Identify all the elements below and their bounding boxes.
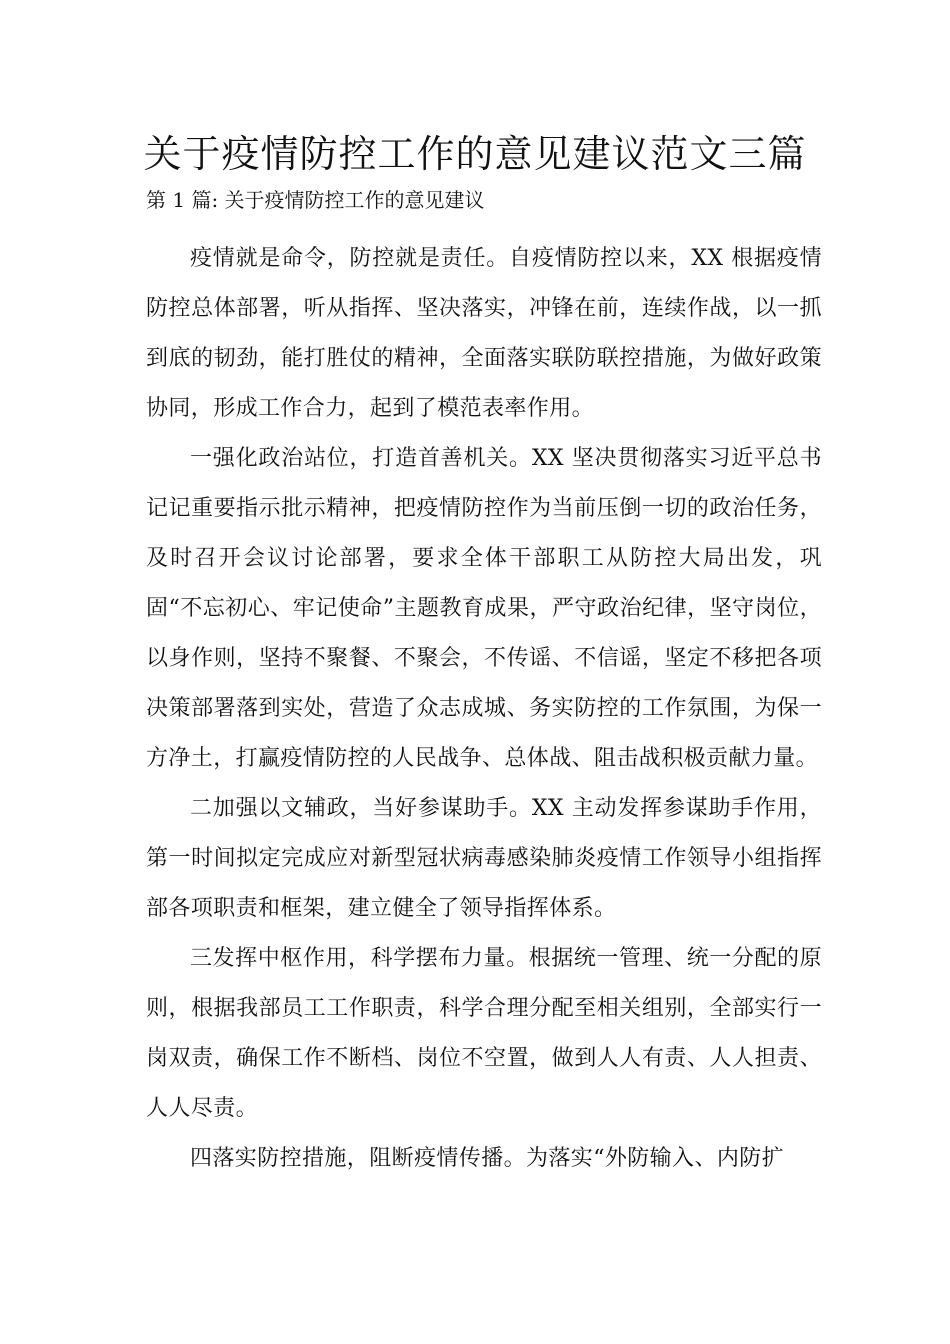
paragraph-4: 三发挥中枢作用，科学摆布力量。根据统一管理、统一分配的原则，根据我部员工工作职责，科学合理分配至相关组别，全部实行一岗双责，确保工作不断档、岗位不空置，做到人人有责、人人担责、人人尽责。 [146, 946, 822, 1121]
paragraph-2: 一强化政治站位，打造首善机关。XX 坚决贯彻落实习近平总书记记重要指示批示精神，把疫情防控作为当前压倒一切的政治任务，及时召开会议讨论部署，要求全体干部职工从防控大局出发，巩固“不忘初心、牢记使命”主题教育成果，严守政治纪律，坚守岗位，以身作则，坚持不聚餐、不聚会，不传谣、不信谣，坚定不移把各项决策部署落到实处，营造了众志成城、务实防控的工作氛围，为保一方净土，打赢疫情防控的人民战争、总体战、阻击战积极贡献力量。 [146, 446, 822, 771]
document-title: 关于疫情防控工作的意见建议范文三篇 [143, 132, 807, 176]
document-body [146, 234, 822, 1184]
paragraph-3: 二加强以文辅政，当好参谋助手。XX 主动发挥参谋助手作用，第一时间拟定完成应对新型冠状病毒感染肺炎疫情工作领导小组指挥部各项职责和框架，建立健全了领导指挥体系。 [146, 796, 822, 921]
paragraph-5: 四落实防控措施，阻断疫情传播。为落实“外防输入、内防扩 [190, 1146, 785, 1171]
section-subtitle: 第 1 篇: 关于疫情防控工作的意见建议 [146, 188, 485, 212]
paragraph-1: 疫情就是命令，防控就是责任。自疫情防控以来，XX 根据疫情防控总体部署，听从指挥、坚决落实，冲锋在前，连续作战，以一抓到底的韧劲，能打胜仗的精神，全面落实联防联控措施，为做好政策协同，形成工作合力，起到了模范表率作用。 [146, 246, 822, 421]
